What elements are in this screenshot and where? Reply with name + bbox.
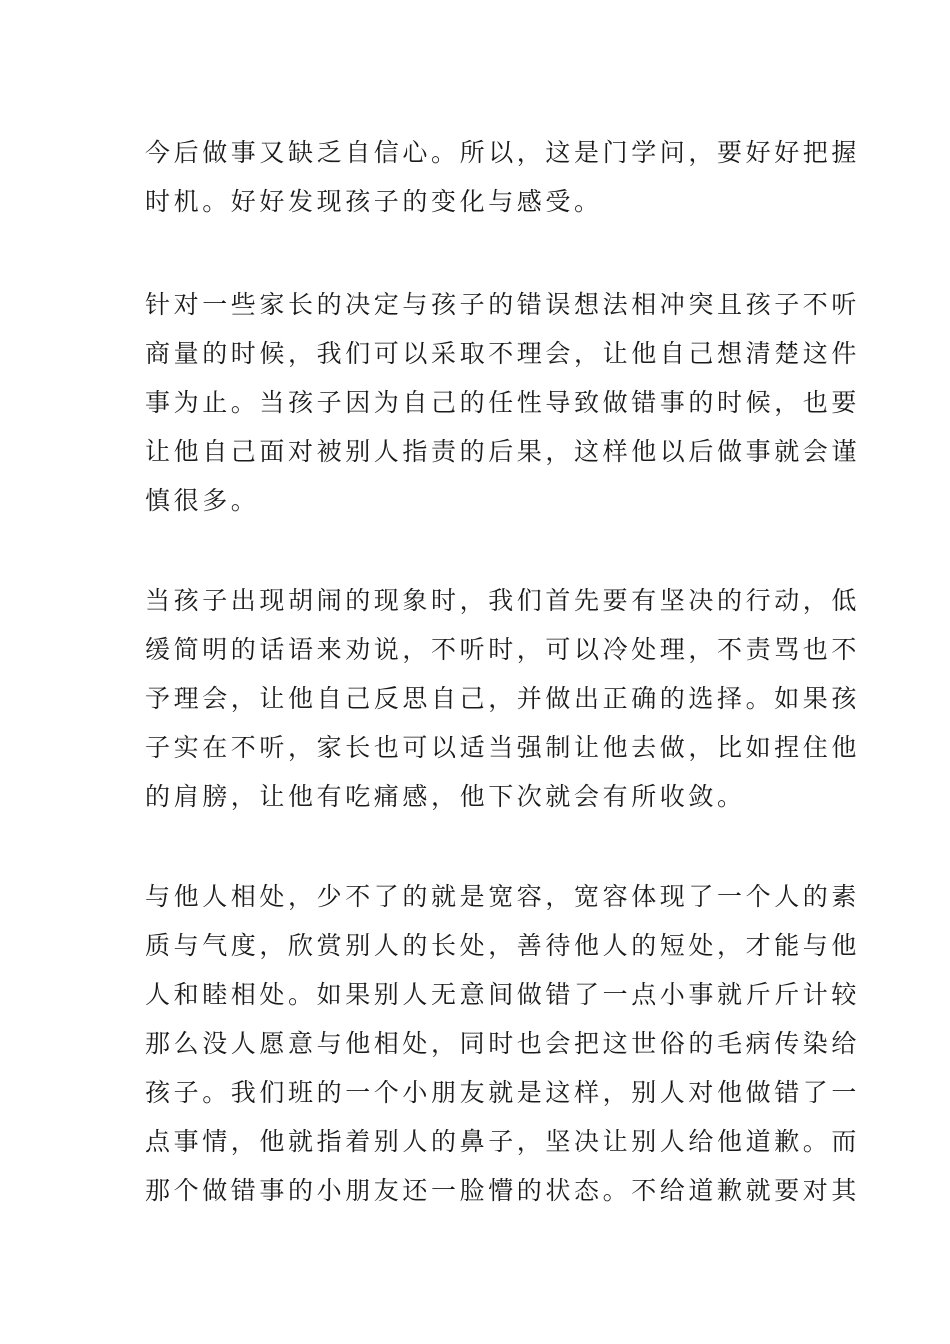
text-line: 时机。好好发现孩子的变化与感受。 bbox=[145, 187, 603, 216]
text-line: 那么没人愿意与他相处，同时也会把这世俗的毛病传染给 bbox=[145, 1029, 861, 1058]
paragraph-2 bbox=[145, 280, 861, 525]
text-line: 让他自己面对被别人指责的后果，这样他以后做事就会谨 bbox=[145, 437, 861, 466]
paragraph-4 bbox=[145, 872, 861, 1215]
text-line: 点事情，他就指着别人的鼻子，坚决让别人给他道歉。而 bbox=[145, 1127, 861, 1156]
text-line: 孩子。我们班的一个小朋友就是这样，别人对他做错了一 bbox=[145, 1078, 861, 1107]
text-line: 子实在不听，家长也可以适当强制让他去做，比如捏住他 bbox=[145, 733, 861, 762]
text-line: 缓简明的话语来劝说，不听时，可以冷处理，不责骂也不 bbox=[145, 635, 861, 664]
text-line: 质与气度，欣赏别人的长处，善待他人的短处，才能与他 bbox=[145, 931, 861, 960]
text-line: 事为止。当孩子因为自己的任性导致做错事的时候，也要 bbox=[145, 388, 861, 417]
text-line: 那个做错事的小朋友还一脸懵的状态。不给道歉就要对其 bbox=[145, 1176, 861, 1205]
text-line: 针对一些家长的决定与孩子的错误想法相冲突且孩子不听 bbox=[145, 290, 861, 319]
paragraph-1 bbox=[145, 128, 861, 226]
text-line: 商量的时候，我们可以采取不理会，让他自己想清楚这件 bbox=[145, 339, 861, 368]
text-line: 人和睦相处。如果别人无意间做错了一点小事就斤斤计较 bbox=[145, 980, 861, 1009]
paragraph-3 bbox=[145, 576, 861, 821]
text-line: 今后做事又缺乏自信心。所以，这是门学问，要好好把握 bbox=[145, 138, 861, 167]
text-line: 的肩膀，让他有吃痛感，他下次就会有所收敛。 bbox=[145, 782, 746, 811]
text-line: 当孩子出现胡闹的现象时，我们首先要有坚决的行动，低 bbox=[145, 586, 861, 615]
text-line: 慎很多。 bbox=[145, 486, 260, 515]
text-line: 予理会，让他自己反思自己，并做出正确的选择。如果孩 bbox=[145, 684, 861, 713]
text-line: 与他人相处，少不了的就是宽容，宽容体现了一个人的素 bbox=[145, 882, 861, 911]
